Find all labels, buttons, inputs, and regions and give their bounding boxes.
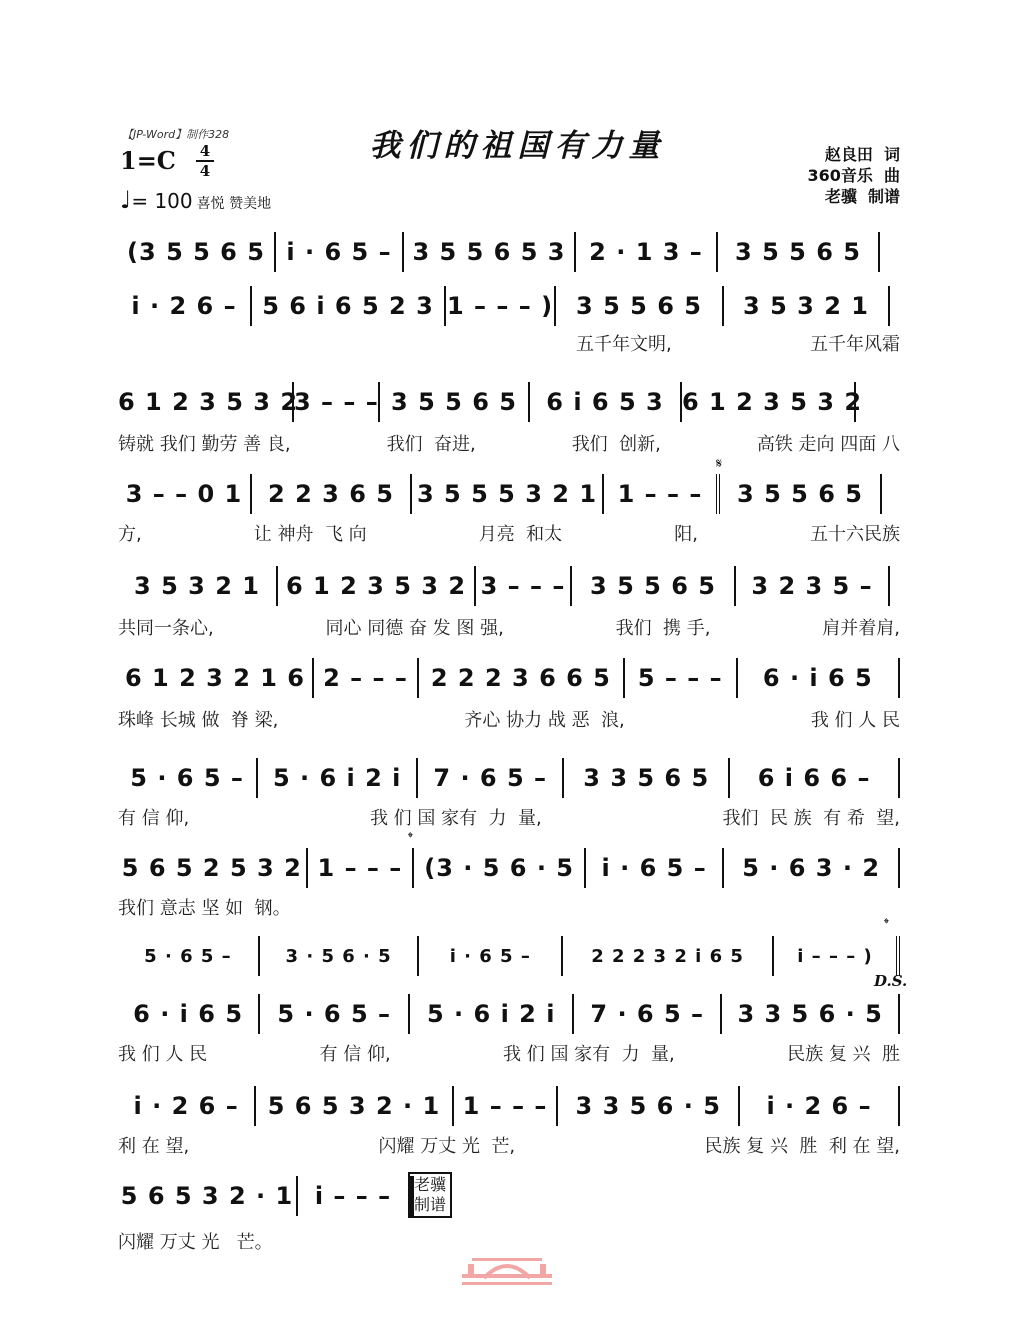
lyric: 我 们 人 民 xyxy=(118,1044,208,1065)
measure: 3 3 5 6 · 5 xyxy=(722,994,900,1034)
measure: 2 · 1 3 – xyxy=(576,232,718,272)
score-row-12 xyxy=(118,1174,418,1218)
score-row-1 xyxy=(118,230,900,274)
lyricist-credit: 赵良田 词 xyxy=(824,145,900,164)
measure: (3 5 5 6 5 xyxy=(118,232,276,272)
key-signature: 1=C xyxy=(120,146,176,175)
lyric: 同心 同德 奋 发 图 强, xyxy=(325,618,504,639)
credits-block xyxy=(760,144,900,207)
lyric: 我们 意志 坚 如 钢。 xyxy=(118,898,291,919)
measure: 6 i 6 5 3 xyxy=(530,382,682,422)
measure: 5 6 i 6 5 2 3 xyxy=(252,286,446,326)
measure: 2 2 2 3 6 6 5 xyxy=(419,658,625,698)
measure: i – – – xyxy=(298,1176,414,1216)
measure: 3 5 3 2 1 xyxy=(724,286,890,326)
measure: 6 1 2 3 5 3 2 xyxy=(278,566,476,606)
lyric: 阳, xyxy=(674,524,698,545)
lyric: 闪耀 万丈 光 芒。 xyxy=(118,1232,273,1253)
measure: 3 5 5 6 5 xyxy=(380,382,530,422)
lyric: 肩并着肩, xyxy=(822,618,900,639)
coda-icon: 𝄌 xyxy=(884,916,889,932)
arranger-stamp xyxy=(408,1172,452,1218)
measure: 5 · 6 5 – xyxy=(118,936,260,976)
measure: 3 5 5 6 5 xyxy=(718,232,880,272)
lyric: 珠峰 长城 做 脊 梁, xyxy=(118,710,279,731)
measure: 5 · 6 5 – xyxy=(118,758,258,798)
lyric: 五千年风霜 xyxy=(810,334,900,355)
lyric: 我 们 国 家有 力 量, xyxy=(369,808,542,829)
score-row-10 xyxy=(118,992,900,1036)
lyric: 我们 奋进, xyxy=(386,434,476,455)
score-row-6 xyxy=(118,656,900,700)
measure: 3 – – – xyxy=(294,382,380,422)
measure: (3 · 5 6 · 5 xyxy=(414,848,586,888)
software-credit: 【JP-Word】制作328 xyxy=(122,128,230,141)
measure: 5 6 5 3 2 · 1 xyxy=(256,1086,453,1126)
measure: 5 6 5 3 2 · 1 xyxy=(118,1176,298,1216)
measure: 5 – – – xyxy=(625,658,738,698)
lyric: 我们 民 族 有 希 望, xyxy=(722,808,900,829)
lyric: 有 信 仰, xyxy=(319,1044,391,1065)
lyric: 让 神舟 飞 向 xyxy=(253,524,367,545)
measure: 6 · i 6 5 xyxy=(738,658,900,698)
expression-text: 喜悦 赞美地 xyxy=(196,196,272,212)
measure: 1 – – – xyxy=(604,474,720,514)
measure: 3 3 5 6 · 5 xyxy=(558,1086,740,1126)
measure: i · 2 6 – xyxy=(118,1086,256,1126)
measure: 6 1 2 3 2 1 6 xyxy=(118,658,314,698)
measure: 6 i 6 6 – xyxy=(730,758,900,798)
measure: i · 2 6 – xyxy=(740,1086,900,1126)
lyric-line-10 xyxy=(118,1040,900,1066)
measure: 1 – – – ) xyxy=(446,286,556,326)
composer-credit: 360音乐 曲 xyxy=(807,166,900,185)
score-row-11 xyxy=(118,1084,900,1128)
measure: i · 6 5 – xyxy=(586,848,724,888)
score-row-5 xyxy=(118,564,900,608)
quarter-note-icon: ♩ xyxy=(120,186,132,214)
lyric: 共同一条心, xyxy=(118,618,214,639)
song-title: 我们的祖国有力量 xyxy=(369,128,666,164)
coda-icon: 𝄌 xyxy=(408,830,413,846)
lyric: 民族 复 兴 胜 利 在 望, xyxy=(704,1136,900,1157)
ds-marking: D.S. xyxy=(874,972,908,990)
lyric: 方, xyxy=(118,524,142,545)
measure: 5 · 6 3 · 2 xyxy=(724,848,900,888)
measure: 2 2 2 3 2 i 6 5 xyxy=(563,936,774,976)
segno-icon: 𝄋 xyxy=(716,456,723,472)
lyric: 五千年文明, xyxy=(576,334,672,355)
measure: 3 5 3 2 1 xyxy=(118,566,278,606)
measure: 3 5 5 6 5 3 xyxy=(404,232,576,272)
measure: 6 · i 6 5 xyxy=(118,994,260,1034)
measure: 3 – – – xyxy=(476,566,572,606)
lyric: 利 在 望, xyxy=(118,1136,190,1157)
lyric-line-5 xyxy=(118,614,900,640)
time-sig-top: 4 xyxy=(199,142,211,160)
lyric-line-8 xyxy=(118,894,900,920)
tempo-marking xyxy=(120,186,271,214)
score-row-3 xyxy=(118,380,900,424)
lyric: 有 信 仰, xyxy=(118,808,190,829)
measure: 5 6 5 2 5 3 2 xyxy=(118,848,308,888)
measure: 2 2 3 6 5 xyxy=(252,474,412,514)
measure: 3 5 5 5 3 2 1 xyxy=(412,474,604,514)
lyric: 闪耀 万丈 光 芒, xyxy=(378,1136,516,1157)
lyric: 五十六民族 xyxy=(810,524,900,545)
lyric-line-2 xyxy=(118,330,900,356)
measure: i · 2 6 – xyxy=(118,286,252,326)
lyric: 我们 创新, xyxy=(571,434,661,455)
lyric: 铸就 我们 勤劳 善 良, xyxy=(118,434,291,455)
stamp-line-1: 老骥 xyxy=(413,1175,446,1194)
measure: 6 1 2 3 5 3 2 xyxy=(682,382,856,422)
measure: 7 · 6 5 – xyxy=(574,994,722,1034)
measure: 6 1 2 3 5 3 2 xyxy=(118,382,294,422)
lyric: 我 们 国 家有 力 量, xyxy=(503,1044,675,1065)
stamp-line-2: 制谱 xyxy=(413,1195,446,1214)
lyric-line-7 xyxy=(118,804,900,830)
lyric: 我们 携 手, xyxy=(615,618,711,639)
measure: 3 · 5 6 · 5 xyxy=(260,936,420,976)
measure: 7 · 6 5 – xyxy=(418,758,564,798)
measure: 5 · 6 5 – xyxy=(260,994,410,1034)
measure: 3 5 5 6 5 xyxy=(572,566,736,606)
notation-credit: 老骥 制谱 xyxy=(824,187,900,206)
measure: 1 – – – xyxy=(308,848,415,888)
measure: 5 · 6 i 2 i xyxy=(410,994,574,1034)
score-row-4 xyxy=(118,472,900,516)
measure: 1 – – – xyxy=(454,1086,559,1126)
measure: 3 5 5 6 5 xyxy=(720,474,882,514)
score-row-2 xyxy=(118,284,900,328)
measure: 3 3 5 6 5 xyxy=(564,758,730,798)
lyric: 齐心 协力 战 恶 浪, xyxy=(464,710,625,731)
score-row-8 xyxy=(118,846,900,890)
score-row-9 xyxy=(118,934,900,978)
tempo-value: = 100 xyxy=(131,189,193,213)
measure: 3 2 3 5 – xyxy=(736,566,890,606)
lyric: 高铁 走向 四面 八 xyxy=(756,434,900,455)
measure: 3 – – 0 1 xyxy=(118,474,252,514)
lyric: 我 们 人 民 xyxy=(810,710,900,731)
lyric-line-3 xyxy=(118,430,900,456)
lyric: 月亮 和太 xyxy=(478,524,563,545)
measure: i · 6 5 – xyxy=(419,936,563,976)
lyric-line-6 xyxy=(118,706,900,732)
measure: 3 5 5 6 5 xyxy=(556,286,724,326)
time-sig-bottom: 4 xyxy=(199,162,211,180)
lyric: 民族 复 兴 胜 xyxy=(787,1044,900,1065)
measure: 2 – – – xyxy=(314,658,419,698)
watermark-logo-icon xyxy=(462,1248,552,1288)
measure: i – – – ) xyxy=(774,936,900,976)
measure: 5 · 6 i 2 i xyxy=(258,758,418,798)
measure: i · 6 5 – xyxy=(276,232,404,272)
lyric-line-11 xyxy=(118,1132,900,1158)
score-row-7 xyxy=(118,756,900,800)
lyric-line-4 xyxy=(118,520,900,546)
